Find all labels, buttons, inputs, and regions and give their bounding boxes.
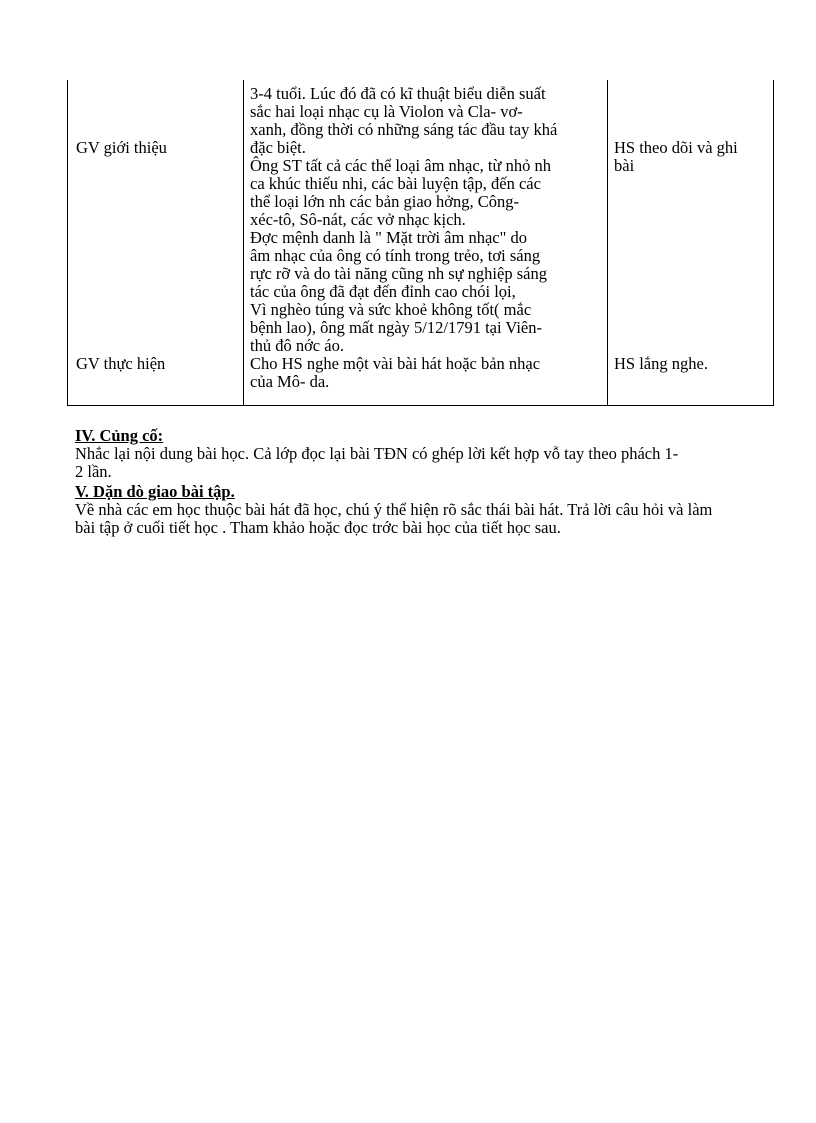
content-line: thủ đô nớc áo. (250, 336, 344, 355)
content-line: Đợc mệnh danh là " Mặt trời âm nhạc" do (250, 228, 527, 247)
section-consolidation (75, 427, 775, 481)
section-line: Về nhà các em học thuộc bài hát đã học, chú ý thể hiện rõ sắc thái bài hát. Trả lời câu hỏi và làm (75, 500, 713, 519)
content-line: tác của ông đã đạt đến đỉnh cao chói lọi, (250, 282, 516, 301)
content-line: bệnh lao), ông mất ngày 5/12/1791 tại Viên- (250, 318, 542, 337)
teacher-activity-text: GV thực hiện (76, 354, 166, 373)
section-line: 2 lần. (75, 462, 112, 481)
content-line: đặc biệt. (250, 138, 306, 157)
lesson-content-cell (250, 355, 605, 391)
teacher-activity-cell (76, 139, 167, 157)
student-activity-line: HS theo dõi và ghi (614, 138, 738, 157)
section-line: bài tập ở cuối tiết học . Tham khảo hoặc đọc trớc bài học của tiết học sau. (75, 518, 561, 537)
content-line: âm nhạc của ông có tính trong trẻo, tơi sáng (250, 246, 541, 265)
content-line: Vì nghèo túng và sức khoẻ không tốt( mắc (250, 300, 532, 319)
section-heading: IV. Củng cố: (75, 426, 164, 445)
column-divider (243, 80, 244, 405)
teacher-activity-text: GV giới thiệu (76, 138, 167, 157)
content-line: ca khúc thiếu nhi, các bài luyện tập, đến các (250, 174, 541, 193)
content-line: sắc hai loại nhạc cụ là Violon và Cla- vơ- (250, 102, 523, 121)
student-activity-line: bài (614, 156, 635, 175)
student-activity-cell (614, 139, 769, 175)
content-line: 3-4 tuổi. Lúc đó đã có kĩ thuật biểu diễn suất (250, 84, 546, 103)
content-line: của Mô- da. (250, 372, 330, 391)
lesson-content-cell (250, 85, 605, 355)
teacher-activity-cell (76, 355, 165, 373)
student-activity-cell (614, 355, 769, 373)
section-heading: V. Dặn dò giao bài tập. (75, 482, 235, 501)
section-line: Nhắc lại nội dung bài học. Cả lớp đọc lại bài TĐN có ghép lời kết hợp vỗ tay theo phách 1- (75, 444, 679, 463)
content-line: Cho HS nghe một vài bài hát hoặc bản nhạc (250, 354, 541, 373)
column-divider (607, 80, 608, 405)
content-line: Ông ST tất cả các thể loại âm nhạc, từ nhỏ nh (250, 156, 551, 175)
section-homework (75, 483, 805, 537)
content-line: thể loại lớn nh các bản giao hởng, Công- (250, 192, 520, 211)
content-line: xanh, đồng thời có những sáng tác đầu tay khá (250, 120, 558, 139)
content-line: xéc-tô, Sô-nát, các vở nhạc kịch. (250, 210, 466, 229)
lesson-table (67, 80, 774, 406)
student-activity-line: HS lắng nghe. (614, 354, 708, 373)
content-line: rực rỡ và do tài năng cũng nh sự nghiệp sáng (250, 264, 547, 283)
